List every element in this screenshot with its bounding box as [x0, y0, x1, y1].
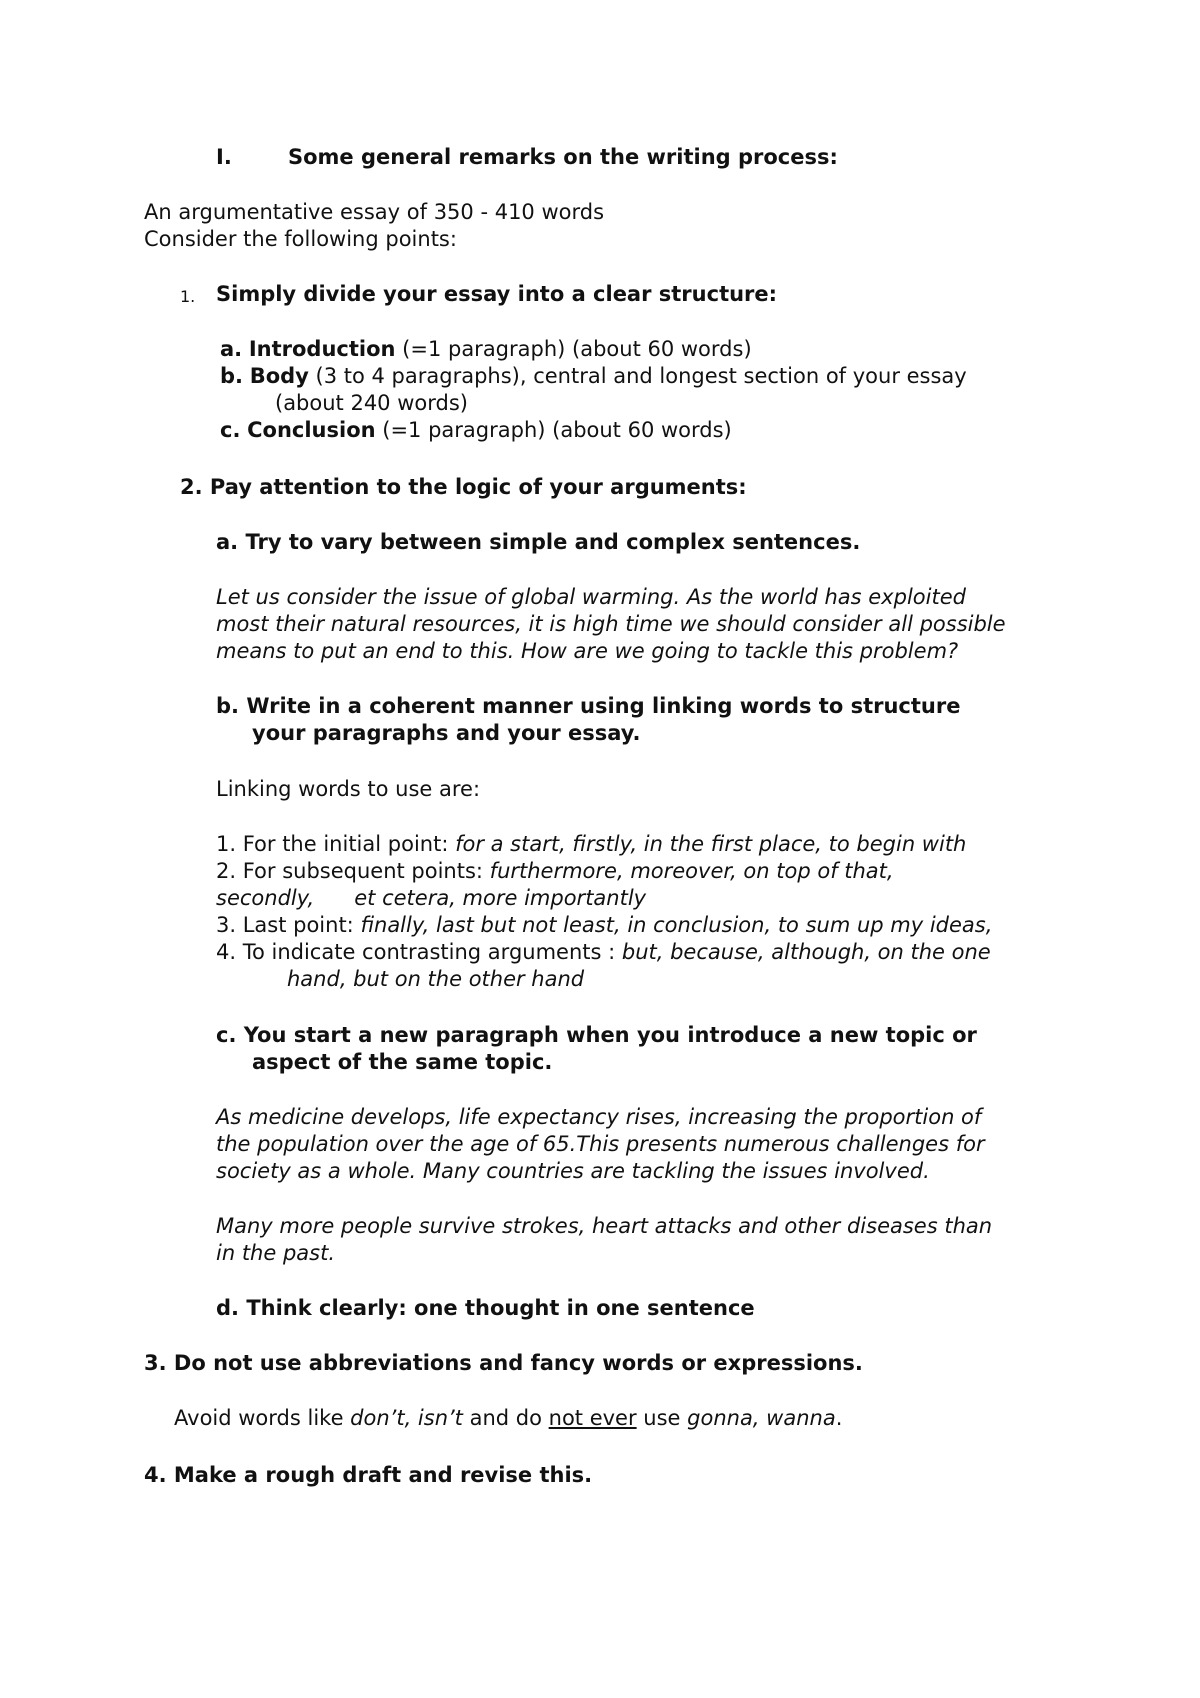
point2-title: 2. Pay attention to the logic of your arguments: [180, 475, 747, 499]
point1-title: Simply divide your essay into a clear structure: [216, 282, 778, 306]
text-segment: Avoid words like [174, 1406, 351, 1430]
section-numeral: I. [216, 145, 232, 169]
point2-c-example-2-line-1: Many more people survive strokes, heart attacks and other diseases than [216, 1214, 993, 1238]
item-letter: b. [220, 364, 244, 388]
linking-examples: finally, last but not least, in conclusion, to sum up my ideas, [360, 913, 993, 937]
linking-examples: furthermore, moreover, on top of that, [489, 859, 894, 883]
linking-label: 4. To indicate contrasting arguments : [216, 940, 622, 964]
text-segment: . [835, 1406, 843, 1430]
example-words: gonna, wanna [687, 1406, 836, 1430]
point2-d-heading: d. Think clearly: one thought in one sentence [216, 1296, 755, 1320]
text-segment: use [636, 1406, 688, 1430]
item-term: Introduction [248, 337, 396, 361]
example-words: don’t, isn’t [350, 1406, 463, 1430]
point2-c-heading-line-2: aspect of the same topic. [252, 1050, 553, 1074]
linking-words-intro: Linking words to use are: [216, 777, 481, 801]
intro-line-2: Consider the following points: [144, 227, 457, 251]
point2-b-heading-line-1: b. Write in a coherent manner using linking words to structure [216, 694, 961, 718]
item-letter: a. [220, 337, 243, 361]
linking-label: 1. For the initial point: [216, 832, 456, 856]
linking-words-line-4 [216, 939, 991, 966]
point2-c-example-1-line-2: the population over the age of 65.This presents numerous challenges for [216, 1132, 985, 1156]
linking-label: 3. Last point: [216, 913, 361, 937]
item-text: (=1 paragraph) (about 60 words) [395, 337, 752, 361]
linking-examples: for a start, firstly, in the first place, to begin with [455, 832, 967, 856]
linking-words-line-2-continuation: secondly, et cetera, more importantly [216, 886, 647, 910]
linking-words-line-4-continuation: hand, but on the other hand [287, 967, 585, 991]
point1-item-b-continuation: (about 240 words) [275, 391, 468, 415]
item-text: (3 to 4 paragraphs), central and longest section of your essay [308, 364, 967, 388]
item-text: (=1 paragraph) (about 60 words) [375, 418, 732, 442]
point2-b-heading-line-2: your paragraphs and your essay. [252, 721, 641, 745]
linking-words-line-2 [216, 858, 894, 885]
point2-c-example-1-line-3: society as a whole. Many countries are tackling the issues involved. [216, 1159, 930, 1183]
point2-a-example-line-3: means to put an end to this. How are we going to tackle this problem? [216, 639, 959, 663]
linking-words-line-1 [216, 831, 966, 858]
linking-words-line-3 [216, 912, 992, 939]
point1-number: 1. [180, 287, 196, 306]
point2-a-heading: a. Try to vary between simple and complex sentences. [216, 530, 861, 554]
text-segment: and do [462, 1406, 549, 1430]
point3-title: 3. Do not use abbreviations and fancy words or expressions. [144, 1351, 863, 1375]
item-term: Body [249, 364, 309, 388]
point1-item-c [220, 417, 732, 444]
point2-c-example-2-line-2: in the past. [216, 1241, 336, 1265]
point2-c-heading-line-1: c. You start a new paragraph when you introduce a new topic or [216, 1023, 977, 1047]
point3-text [174, 1405, 842, 1432]
linking-examples: but, because, although, on the one [621, 940, 991, 964]
point1-item-b [220, 363, 967, 390]
point2-c-example-1-line-1: As medicine develops, life expectancy rises, increasing the proportion of [216, 1105, 982, 1129]
linking-label: 2. For subsequent points: [216, 859, 490, 883]
item-letter: c. [220, 418, 241, 442]
point2-a-example-line-1: Let us consider the issue of global warming. As the world has exploited [216, 585, 966, 609]
underlined-emphasis: not ever [548, 1406, 637, 1430]
point2-a-example-line-2: most their natural resources, it is high time we should consider all possible [216, 612, 1006, 636]
point4-title: 4. Make a rough draft and revise this. [144, 1463, 593, 1487]
point1-item-a [220, 336, 752, 363]
section-title: Some general remarks on the writing process: [288, 145, 838, 169]
intro-line-1: An argumentative essay of 350 - 410 words [144, 200, 605, 224]
item-term: Conclusion [247, 418, 376, 442]
